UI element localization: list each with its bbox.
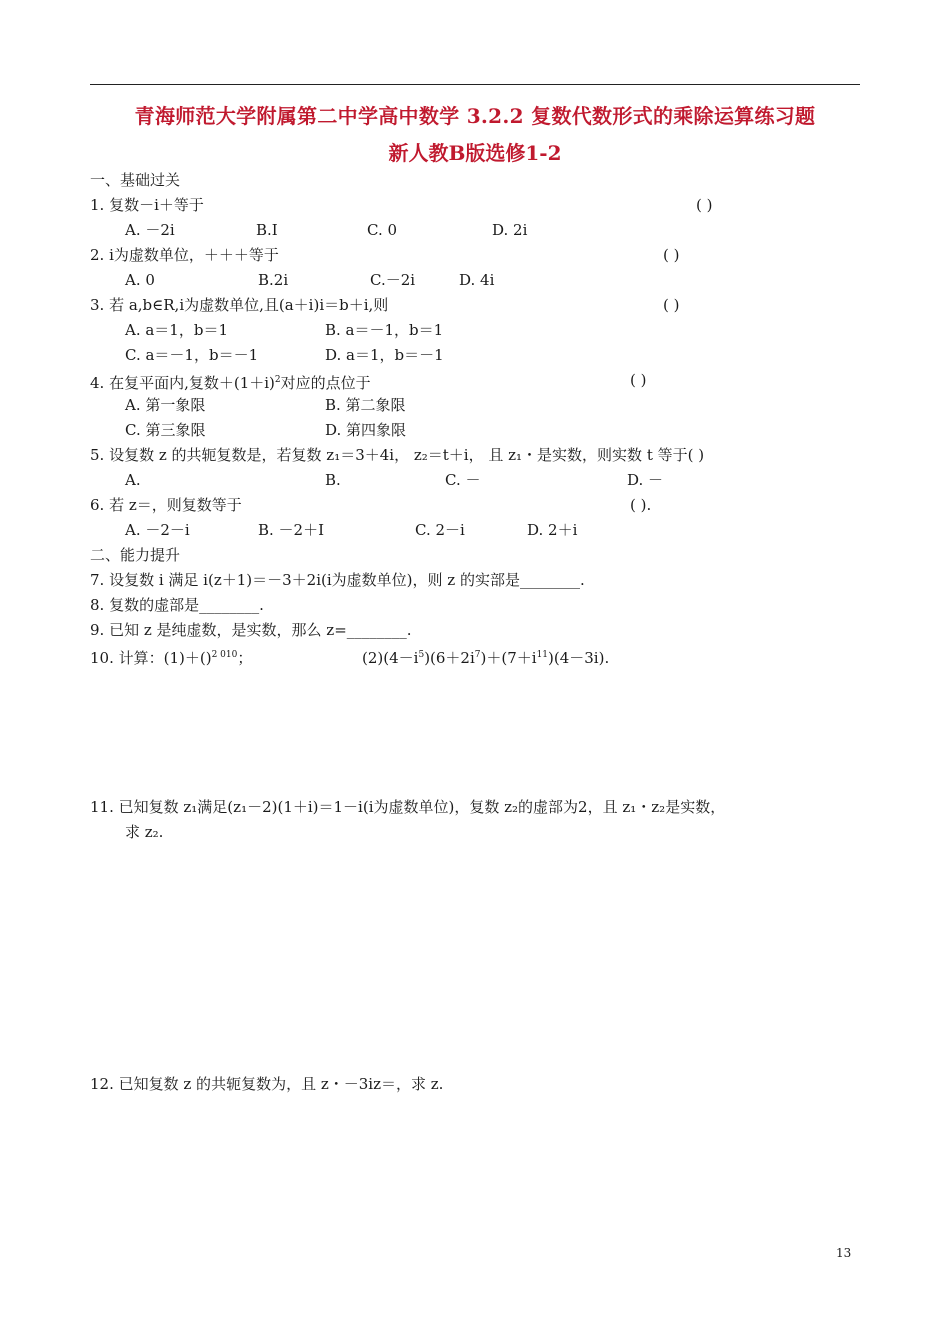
- question-6-option-b: B. －2＋I: [258, 521, 325, 539]
- section-heading-advanced: 二、能力提升: [90, 546, 181, 564]
- question-12: 12. 已知复数 z 的共轭复数为，且 z・－3iz＝，求 z.: [90, 1075, 444, 1093]
- question-10-part-1-text: 10. 计算：(1)＋(): [90, 649, 212, 667]
- question-2-stem: 2. i为虚数单位，＋＋＋等于: [90, 246, 279, 264]
- question-5-option-c: C. －: [445, 471, 481, 489]
- question-1-stem: 1. 复数－i＋等于: [90, 196, 204, 214]
- question-3-option-c: C. a＝－1，b＝－1: [125, 346, 259, 364]
- question-2-option-a: A. 0: [125, 271, 155, 289]
- question-3-option-b: B. a＝－1，b＝1: [325, 321, 444, 339]
- question-4-answer-bracket: ( ): [630, 371, 647, 389]
- question-2-option-d: D. 4i: [459, 271, 495, 289]
- question-11-line-1: 11. 已知复数 z₁满足(z₁－2)(1＋i)＝1－i(i为虚数单位)，复数 z₂的虚部为2，且 z₁・z₂是实数，: [90, 798, 726, 816]
- question-3-answer-bracket: ( ): [663, 296, 680, 314]
- question-6-option-c: C. 2－i: [415, 521, 465, 539]
- question-2-option-b: B.2i: [258, 271, 289, 289]
- question-4-stem-start: 4. 在复平面内,复数＋(1＋i): [90, 374, 275, 392]
- question-4-stem: [90, 371, 371, 392]
- question-5-option-a: A.: [125, 471, 141, 489]
- question-1-option-a: A. －2i: [125, 221, 175, 239]
- question-9: 9. 已知 z 是纯虚数，是实数，那么 z=________.: [90, 621, 412, 639]
- question-10-exponent-7: 7: [474, 650, 481, 660]
- question-10-exponent-11: 11: [536, 650, 549, 660]
- question-10-part-1: [90, 646, 252, 667]
- question-2-option-c: C.－2i: [370, 271, 416, 289]
- question-6-answer-bracket: ( ).: [630, 496, 652, 514]
- question-2-answer-bracket: ( ): [663, 246, 680, 264]
- question-1-answer-bracket: ( ): [696, 196, 713, 214]
- question-5-option-d: D. －: [627, 471, 664, 489]
- question-10-part-2-text: (2)(4－i: [362, 649, 419, 667]
- question-10-exponent-5: 5: [418, 650, 425, 660]
- section-heading-basic: 一、基础过关: [90, 171, 181, 189]
- question-4-option-a: A. 第一象限: [125, 396, 206, 414]
- question-3-option-d: D. a＝1，b＝－1: [325, 346, 444, 364]
- question-3-option-a: A. a＝1，b＝1: [125, 321, 229, 339]
- page-subtitle: 新人教B版选修1-2: [388, 141, 562, 165]
- question-8: 8. 复数的虚部是________.: [90, 596, 264, 614]
- question-10-part-2-end: )(4－3i).: [548, 649, 610, 667]
- question-3-stem: 3. 若 a,b∈R,i为虚数单位,且(a＋i)i＝b＋i,则: [90, 296, 389, 314]
- question-7: 7. 设复数 i 满足 i(z＋1)＝－3＋2i(i为虚数单位)，则 z 的实部是________.: [90, 571, 585, 589]
- question-5-option-b: B.: [325, 471, 341, 489]
- question-6-option-d: D. 2＋i: [527, 521, 578, 539]
- question-5-stem: 5. 设复数 z 的共轭复数是，若复数 z₁＝3＋4i， z₂＝t＋i， 且 z₁・是实数，则实数 t 等于( ): [90, 446, 705, 464]
- question-1-option-c: C. 0: [367, 221, 398, 239]
- question-10-part-2-mid-2: )＋(7＋i: [480, 649, 537, 667]
- question-6-stem: 6. 若 z＝，则复数等于: [90, 496, 242, 514]
- question-10-exponent-2010: 2 010: [211, 650, 238, 660]
- question-1-option-b: B.I: [256, 221, 278, 239]
- question-10-part-1-end: ；: [237, 649, 253, 667]
- question-11-line-2: 求 z₂.: [125, 823, 164, 841]
- question-4-option-b: B. 第二象限: [325, 396, 406, 414]
- question-4-option-d: D. 第四象限: [325, 421, 407, 439]
- question-10-part-2: [362, 646, 609, 667]
- question-4-option-c: C. 第三象限: [125, 421, 206, 439]
- header-rule: [90, 84, 860, 85]
- page-title: 青海师范大学附属第二中学高中数学 3.2.2 复数代数形式的乘除运算练习题: [134, 104, 816, 128]
- page-number: 13: [836, 1246, 852, 1260]
- question-4-stem-end: 对应的点位于: [280, 374, 371, 392]
- question-6-option-a: A. －2－i: [125, 521, 190, 539]
- question-4-exponent: 2: [274, 375, 281, 385]
- question-10-part-2-mid-1: )(6＋2i: [424, 649, 475, 667]
- question-1-option-d: D. 2i: [492, 221, 528, 239]
